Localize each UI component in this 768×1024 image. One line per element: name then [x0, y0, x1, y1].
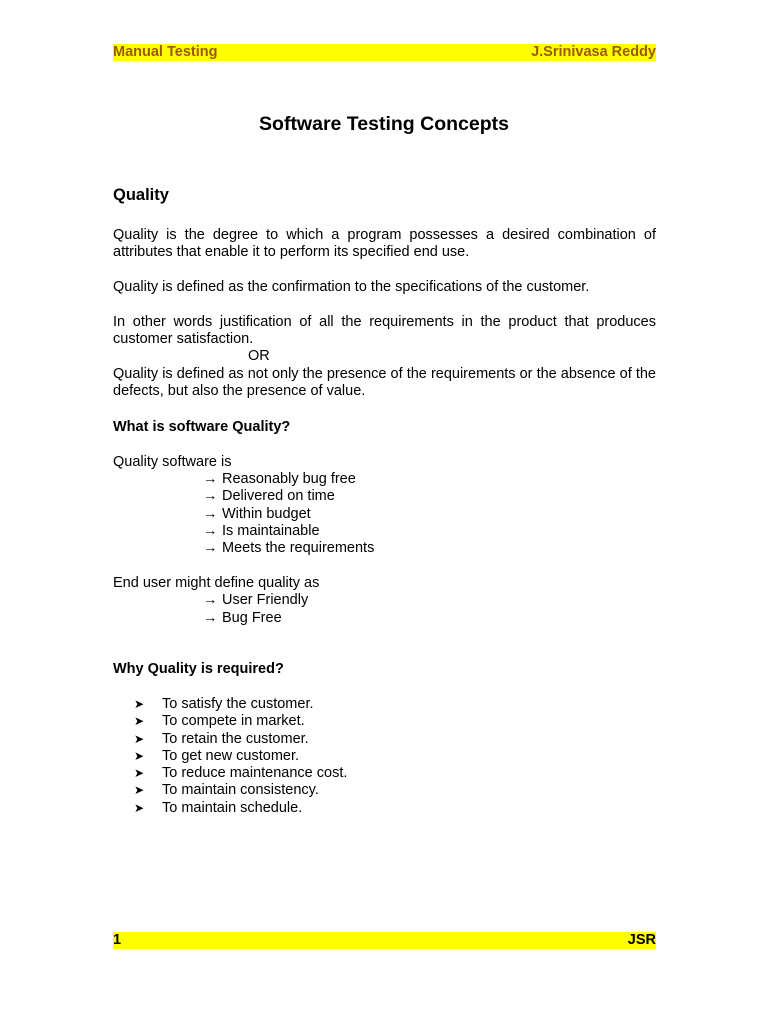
arrow-right-icon: → — [203, 523, 218, 539]
list-item-label: To maintain consistency. — [162, 782, 319, 799]
list-item-label: Within budget — [222, 506, 311, 522]
list-item-label: User Friendly — [222, 592, 309, 608]
end-user-intro: End user might define quality as — [113, 575, 320, 591]
paragraph-quality-justification: In other words justification of all the requirements in the product that produces customer satisfaction. — [113, 314, 656, 348]
list-item — [134, 696, 347, 713]
list-item-label: To retain the customer. — [162, 730, 309, 747]
quality-software-intro: Quality software is — [113, 454, 232, 470]
list-item — [203, 471, 356, 488]
list-item — [134, 800, 347, 817]
paragraph-quality-confirmation: Quality is defined as the confirmation to the specifications of the customer. — [113, 279, 590, 295]
list-item-label: To compete in market. — [162, 713, 305, 730]
arrow-right-icon: → — [203, 471, 218, 487]
list-item-label: Meets the requirements — [222, 540, 375, 556]
arrow-right-icon: → — [203, 610, 218, 626]
list-item — [203, 540, 374, 557]
list-item-label: To get new customer. — [162, 747, 300, 764]
or-separator: OR — [248, 348, 270, 364]
arrow-right-icon: → — [203, 488, 218, 504]
why-quality-list — [134, 696, 347, 817]
page-number: 1 — [113, 932, 122, 948]
bullet-arrowhead-icon: ➤ — [134, 714, 145, 729]
section-heading-quality: Quality — [113, 186, 169, 204]
list-item-label: To reduce maintenance cost. — [162, 765, 348, 782]
list-item — [203, 506, 311, 523]
list-item-label: To maintain schedule. — [162, 799, 303, 816]
header-author: J.Srinivasa Reddy — [531, 44, 656, 60]
arrow-right-icon: → — [203, 506, 218, 522]
list-item-label: Bug Free — [222, 610, 282, 626]
header-document-title: Manual Testing — [113, 44, 218, 60]
heading-what-is-software-quality: What is software Quality? — [113, 419, 291, 435]
list-item-label: Is maintainable — [222, 523, 320, 539]
list-item-label: To satisfy the customer. — [162, 696, 314, 712]
bullet-arrowhead-icon: ➤ — [134, 731, 145, 746]
list-item — [134, 713, 347, 730]
page-title: Software Testing Concepts — [259, 113, 509, 135]
page-footer — [113, 932, 656, 949]
list-item — [203, 592, 308, 609]
bullet-arrowhead-icon: ➤ — [134, 800, 145, 815]
list-item — [134, 765, 347, 782]
list-item-label: Delivered on time — [222, 488, 335, 504]
bullet-arrowhead-icon: ➤ — [134, 748, 145, 763]
arrow-right-icon: → — [203, 540, 218, 556]
heading-why-quality-required: Why Quality is required? — [113, 661, 284, 677]
paragraph-quality-value: Quality is defined as not only the presence of the requirements or the absence of the defects, but also the presence of value. — [113, 366, 656, 400]
list-item — [134, 731, 347, 748]
arrow-right-icon: → — [203, 592, 218, 608]
footer-initials: JSR — [627, 932, 656, 948]
list-item — [134, 748, 347, 765]
list-item — [134, 782, 347, 799]
paragraph-quality-degree: Quality is the degree to which a program possesses a desired combination of attributes that enable it to perform its specified end use. — [113, 227, 656, 261]
list-item-label: Reasonably bug free — [222, 471, 356, 487]
list-item — [203, 610, 282, 627]
list-item — [203, 523, 320, 540]
bullet-arrowhead-icon: ➤ — [134, 783, 145, 798]
bullet-arrowhead-icon: ➤ — [134, 766, 145, 781]
list-item — [203, 488, 335, 505]
page-header — [113, 44, 656, 61]
bullet-arrowhead-icon: ➤ — [134, 697, 145, 711]
